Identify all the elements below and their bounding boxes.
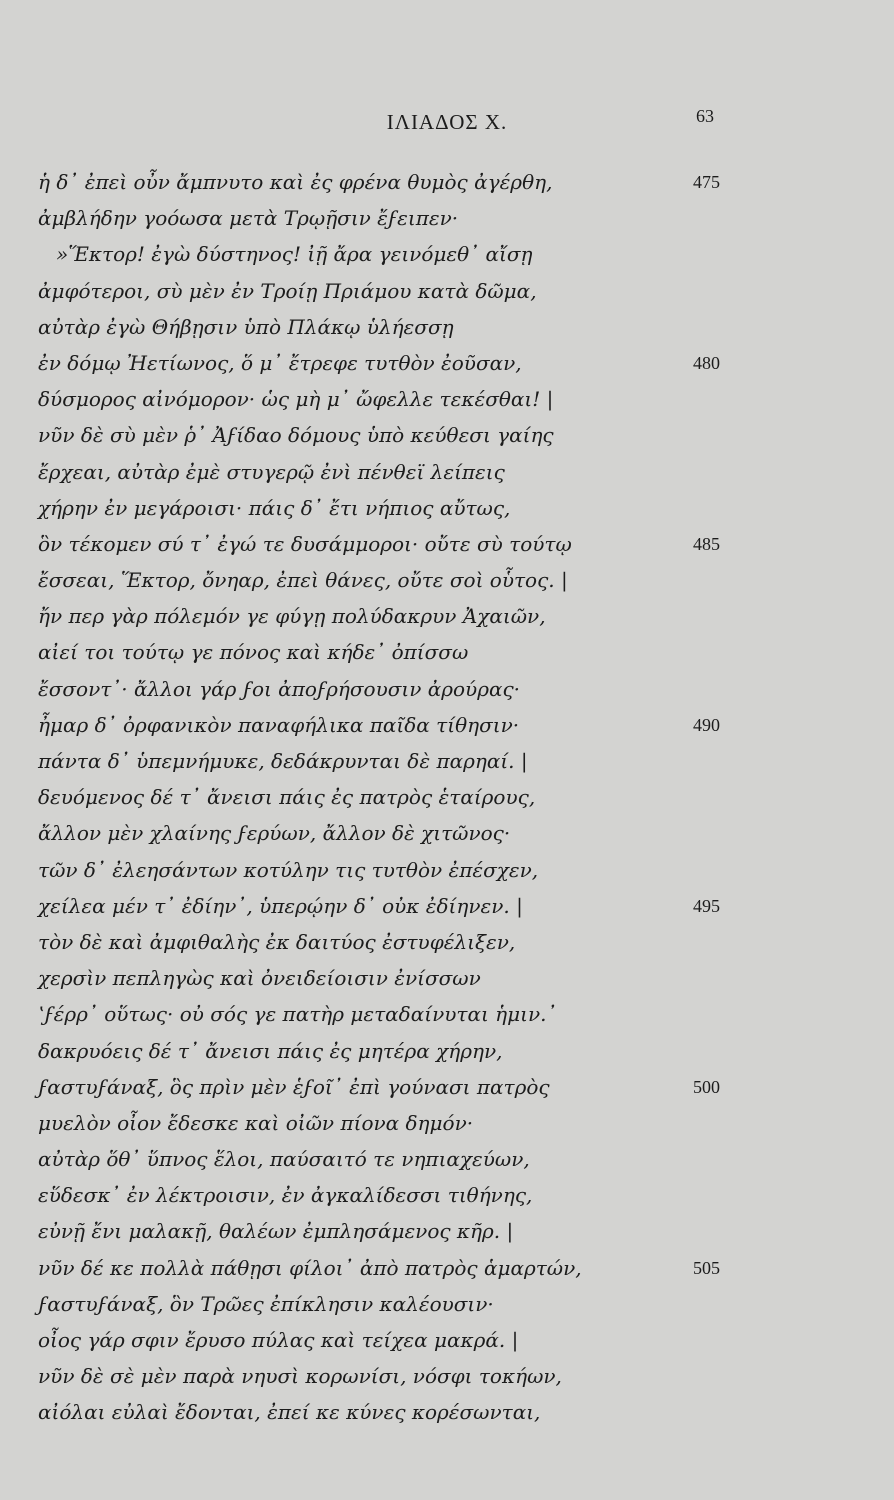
verse-line [0,273,894,309]
verse-line [0,671,894,707]
verse-line [0,236,894,272]
running-header-title: ΙΛΙΑΔΟΣ Χ. [386,110,508,134]
verse-text: χήρην ἐν μεγάροισι· πάις δ᾽ ἔτι νήπιος αὔτως, [38,495,511,520]
verse-text: νῦν δὲ σὲ μὲν παρὰ νηυσὶ κορωνίσι, νόσφι τοκήων, [38,1364,562,1389]
verse-text: τὸν δὲ καὶ ἀμφιθαλὴς ἐκ δαιτύος ἐστυφέλιξεν, [38,929,516,954]
verse-line [0,1213,894,1249]
verse-line [0,960,894,996]
verse-line [0,309,894,345]
verse-text: ἔρχεαι, αὐτὰρ ἐμὲ στυγερῷ ἐνὶ πένθεϊ λείπεις [38,459,505,484]
verse-text: αἰεί τοι τούτῳ γε πόνος καὶ κήδε᾽ ὀπίσσω [38,640,469,665]
verse-text: εὕδεσκ᾽ ἐν λέκτροισιν, ἐν ἀγκαλίδεσσι τιθήνης, [38,1183,533,1208]
verse-line [0,1105,894,1141]
verse-line [0,490,894,526]
verse-line [0,1286,894,1322]
verse-line [0,1358,894,1394]
verse-text: δακρυόεις δέ τ᾽ ἄνεισι πάις ἐς μητέρα χήρην, [38,1038,503,1063]
verse-line [0,526,894,562]
verse-line [0,381,894,417]
verse-line [0,1069,894,1105]
verse-line [0,888,894,924]
verse-text: πάντα δ᾽ ὑπεμνήμυκε, δεδάκρυνται δὲ παρηαί. | [38,749,528,773]
verse-text: ἐν δόμῳ Ἠετίωνος, ὅ μ᾽ ἔτρεφε τυτθὸν ἐοῦσαν, [38,350,522,375]
verse-text: ὃν τέκομεν σύ τ᾽ ἐγώ τε δυσάμμοροι· οὔτε σὺ τούτῳ [38,531,572,556]
verse-line [0,345,894,381]
verse-line [0,852,894,888]
line-number: 495 [693,895,720,916]
verse-text: ʽϝέρρ᾽ οὕτως· οὐ σός γε πατὴρ μεταδαίνυται ἡμιν.᾽ [38,1002,557,1027]
verse-line [0,164,894,200]
verse-line [0,1394,894,1430]
line-number: 480 [693,352,720,373]
verse-text: ϝαστυϝάναξ, ὃν Τρῶες ἐπίκλησιν καλέουσιν· [38,1291,494,1316]
verse-text: ἔσσοντ᾽· ἄλλοι γάρ ϝοι ἀποϝρήσουσιν ἀρούρας· [38,676,521,701]
verse-text: μυελὸν οἶον ἔδεσκε καὶ οἰῶν πίονα δημόν· [38,1110,474,1135]
verse-line [0,1141,894,1177]
verse-line [0,779,894,815]
verse-text: χείλεα μέν τ᾽ ἐδίην᾽, ὑπερῴην δ᾽ οὐκ ἐδίηνεν. | [38,893,523,918]
line-number: 500 [693,1076,720,1097]
verse-line [0,562,894,598]
verse-line [0,634,894,670]
verse-text: αὐτὰρ ὅθ᾽ ὕπνος ἕλοι, παύσαιτό τε νηπιαχεύων, [38,1147,530,1172]
verse-line [0,815,894,851]
verse-text: ἀμφότεροι, σὺ μὲν ἐν Τροίῃ Πριάμου κατὰ δῶμα, [38,278,537,303]
verse-line [0,454,894,490]
verse-line [0,924,894,960]
verse-text: αὐτὰρ ἐγὼ Θήβῃσιν ὑπὸ Πλάκῳ ὑλήεσσῃ [38,314,454,339]
page-number: 63 [696,106,714,126]
verse-text: ἦμαρ δ᾽ ὀρφανικὸν παναφήλικα παῖδα τίθησιν· [38,712,520,737]
verse-text: ἀμβλήδην γοόωσα μετὰ Τρῳῇσιν ἔϝειπεν· [38,206,459,231]
verse-text: δευόμενος δέ τ᾽ ἄνεισι πάις ἐς πατρὸς ἑταίρους, [38,785,536,810]
verse-line [0,1322,894,1358]
line-number: 490 [693,714,720,735]
verse-text: ἤν περ γὰρ πόλεμόν γε φύγῃ πολύδακρυν Ἀχαιῶν, [38,604,546,629]
verse-line [0,743,894,779]
verse-text: οἶος γάρ σφιν ἔρυσο πύλας καὶ τείχεα μακρά. | [38,1328,519,1352]
verse-text: τῶν δ᾽ ἐλεησάντων κοτύλην τις τυτθὸν ἐπέσχεν, [38,857,539,882]
verse-text: δύσμορος αἰνόμορον· ὡς μὴ μ᾽ ὤφελλε τεκέσθαι! | [38,387,554,412]
verse-line [0,417,894,453]
verse-block [0,164,894,1431]
verse-text: »Ἕκτορ! ἐγὼ δύστηνος! ἰῇ ἄρα γεινόμεθ᾽ αἴσῃ [56,242,533,267]
verse-line [0,1177,894,1213]
verse-text: νῦν δέ κε πολλὰ πάθῃσι φίλοι᾽ ἀπὸ πατρὸς ἁμαρτών, [38,1255,582,1280]
verse-line [0,200,894,236]
line-number: 505 [693,1257,720,1278]
line-number: 485 [693,533,720,554]
verse-text: εὐνῇ ἔνι μαλακῇ, θαλέων ἐμπλησάμενος κῆρ. | [38,1219,514,1244]
verse-text: νῦν δὲ σὺ μὲν ῥ᾽ Ἀϝίδαο δόμους ὑπὸ κεύθεσι γαίης [38,423,554,448]
verse-text: χερσὶν πεπληγὼς καὶ ὀνειδείοισιν ἐνίσσων [38,966,481,991]
verse-text: ἡ δ᾽ ἐπεὶ οὖν ἄμπνυτο καὶ ἐς φρένα θυμὸς ἀγέρθη, [38,170,553,194]
verse-line [0,598,894,634]
verse-text: αἰόλαι εὐλαὶ ἔδονται, ἐπεί κε κύνες κορέσωνται, [38,1400,541,1425]
line-number: 475 [693,172,720,192]
verse-text: ἔσσεαι, Ἕκτορ, ὄνηαρ, ἐπεὶ θάνες, οὔτε σοὶ οὗτος. | [38,568,568,593]
verse-line [0,996,894,1032]
verse-text: ϝαστυϝάναξ, ὃς πρὶν μὲν ἑϝοῖ᾽ ἐπὶ γούνασι πατρὸς [38,1074,550,1099]
verse-line [0,707,894,743]
verse-text: ἄλλον μὲν χλαίνης ϝερύων, ἄλλον δὲ χιτῶνος· [38,821,511,846]
verse-line [0,1033,894,1069]
verse-line [0,1250,894,1286]
